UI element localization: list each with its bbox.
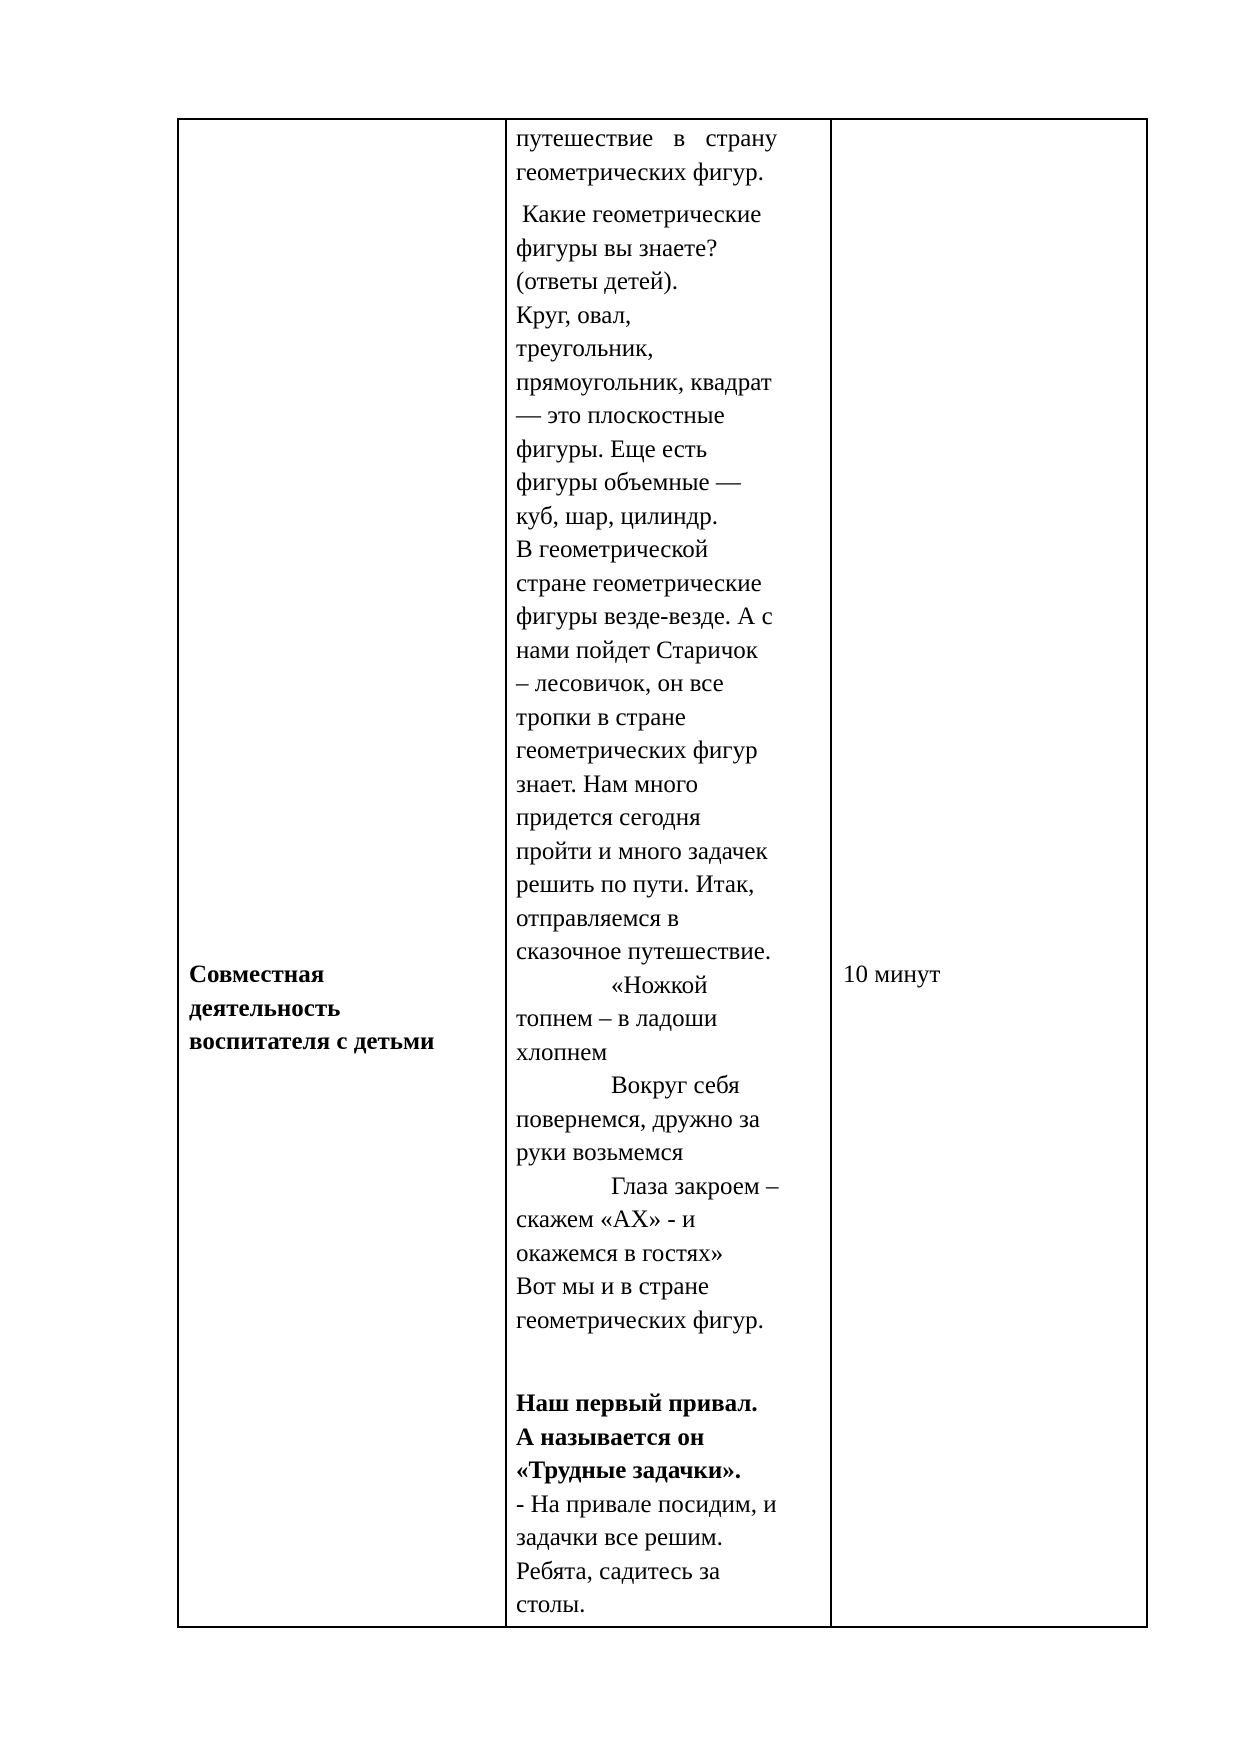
stage-line: деятельность xyxy=(189,994,341,1022)
content-line: отправляемся в xyxy=(516,904,680,932)
content-line: задачки все решим. xyxy=(516,1524,723,1551)
content-line: фигуры везде-везде. А с xyxy=(516,603,773,630)
content-line: Вот мы и в стране xyxy=(516,1273,709,1300)
content-line: пройти и много задачек xyxy=(516,837,768,865)
content-line: Глаза закроем – xyxy=(611,1172,779,1200)
content-line: руки возьмемся xyxy=(516,1139,684,1166)
content-line: — это плоскостные xyxy=(516,402,725,429)
content-line: геометрических фигур. xyxy=(516,158,764,186)
content-line: повернемся, дружно за xyxy=(516,1105,760,1133)
content-line: фигуры. Еще есть xyxy=(516,435,708,463)
stage-line: воспитателя с детьми xyxy=(189,1028,435,1055)
content-line: придется сегодня xyxy=(516,804,701,831)
content-line: – лесовичок, он все xyxy=(516,670,724,697)
content-line: «Трудные задачки». xyxy=(516,1457,741,1484)
content-line: В геометрической xyxy=(516,536,709,563)
content-line: куб, шар, цилиндр. xyxy=(516,502,718,530)
stage-cell xyxy=(189,958,499,1059)
content-line: геометрических фигур. xyxy=(516,1306,764,1334)
content-line: стране геометрические xyxy=(516,569,762,597)
content-line: решить по пути. Итак, xyxy=(516,871,755,898)
column-divider xyxy=(830,120,832,1626)
content-line: Ребята, садитесь за xyxy=(516,1557,721,1585)
content-line: знает. Нам много xyxy=(516,770,699,798)
content-line: - На привале посидим, и xyxy=(516,1490,777,1518)
content-line: фигуры объемные — xyxy=(516,469,741,496)
content-line: треугольник, xyxy=(516,335,654,362)
content-line: столы. xyxy=(516,1591,586,1618)
content-line: Вокруг себя xyxy=(611,1072,740,1099)
column-divider xyxy=(505,120,507,1626)
content-line: фигуры вы знаете? xyxy=(516,234,718,262)
content-line: путешествие в страну xyxy=(516,125,778,152)
content-line: прямоугольник, квадрат xyxy=(516,368,772,396)
content-line: «Ножкой xyxy=(611,971,708,999)
content-line: тропки в стране xyxy=(516,703,686,731)
content-line: А называется он xyxy=(516,1423,705,1451)
lesson-plan-table xyxy=(177,118,1148,1628)
content-line: окажемся в гостях» xyxy=(516,1239,724,1267)
content-line: скажем «АХ» - и xyxy=(516,1206,696,1233)
time-cell: 10 минут xyxy=(843,961,941,988)
content-line: нами пойдет Старичок xyxy=(516,636,758,664)
content-line: хлопнем xyxy=(516,1038,608,1066)
content-line: топнем – в ладоши xyxy=(516,1005,718,1032)
content-line: Какие геометрические xyxy=(522,201,762,228)
content-line: геометрических фигур xyxy=(516,737,758,764)
content-line: Круг, овал, xyxy=(516,301,632,329)
content-line: сказочное путешествие. xyxy=(516,938,772,965)
content-line: (ответы детей). xyxy=(516,268,678,295)
content-cell xyxy=(516,122,822,1622)
stage-line: Совместная xyxy=(189,961,325,988)
content-line: Наш первый привал. xyxy=(516,1390,758,1417)
